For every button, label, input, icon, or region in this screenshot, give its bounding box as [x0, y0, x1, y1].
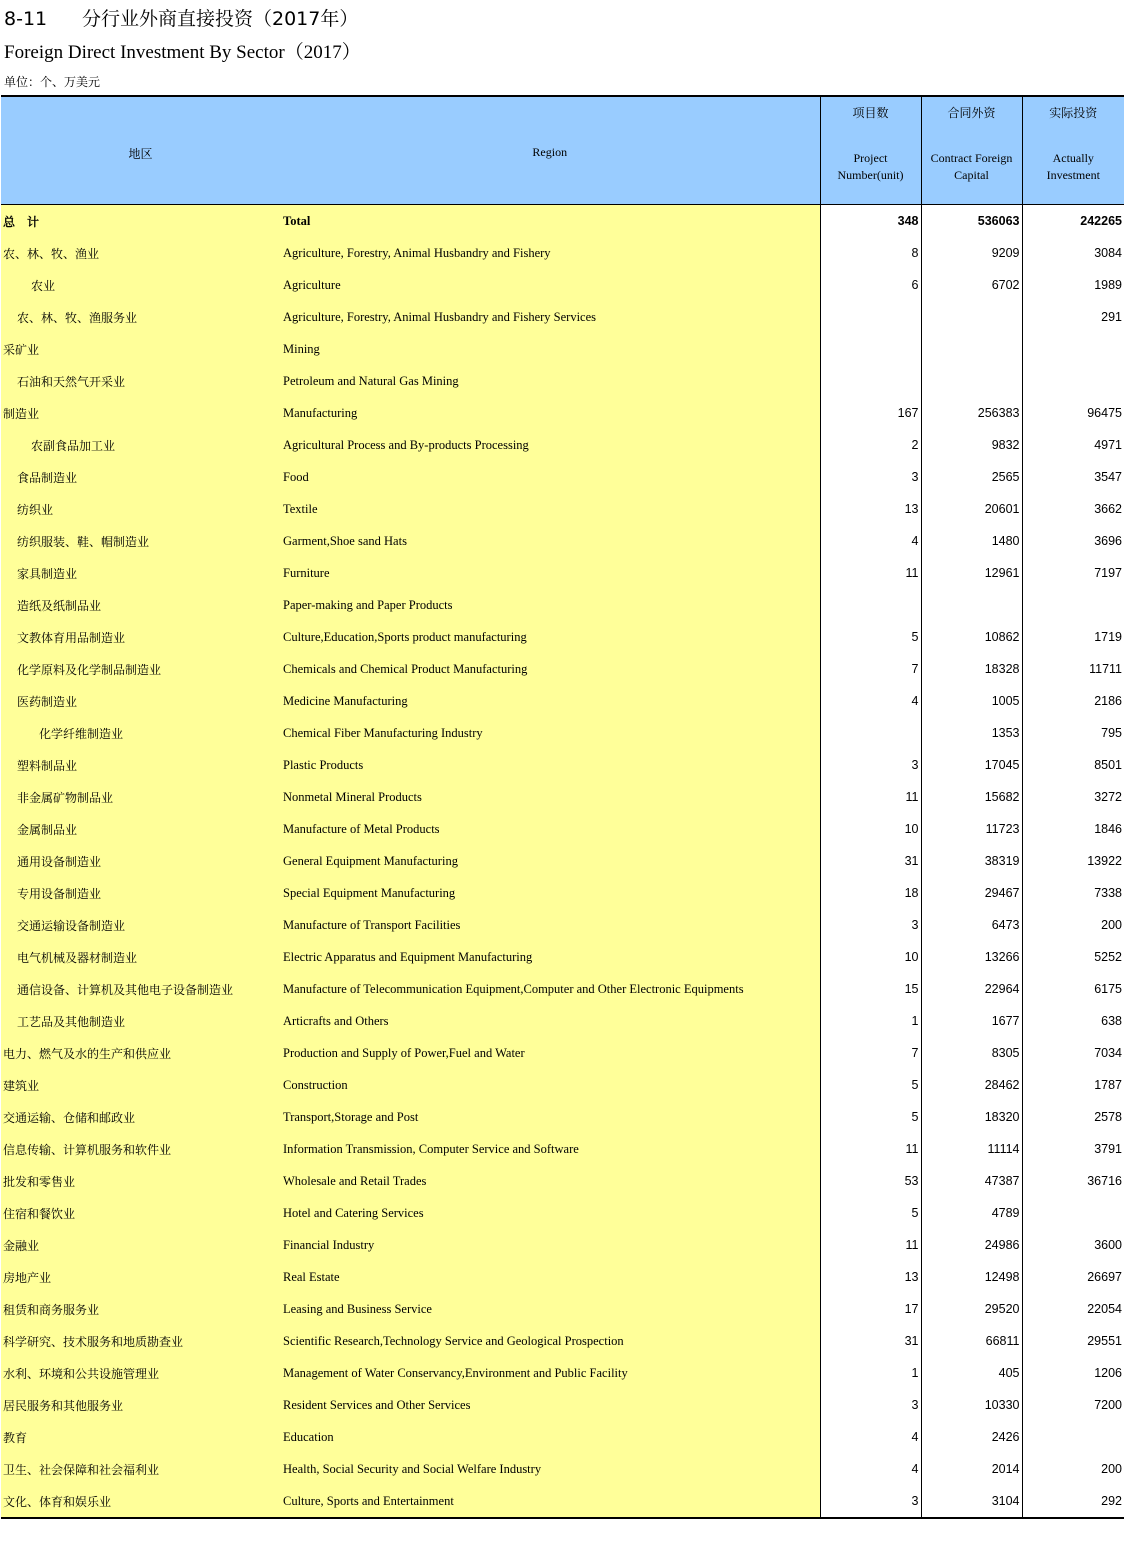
contract-capital: 29467 [921, 877, 1022, 909]
actual-investment: 2186 [1022, 685, 1124, 717]
actual-investment: 22054 [1022, 1293, 1124, 1325]
sector-name-en: Production and Supply of Power,Fuel and Water [280, 1037, 820, 1069]
project-count: 5 [820, 1101, 921, 1133]
sector-name-en: Chemicals and Chemical Product Manufacturing [280, 653, 820, 685]
actual-investment: 3547 [1022, 461, 1124, 493]
table-row [1, 1133, 1124, 1165]
table-row [1, 781, 1124, 813]
contract-capital [921, 301, 1022, 333]
contract-capital: 12961 [921, 557, 1022, 589]
project-count: 5 [820, 1197, 921, 1229]
actual-investment [1022, 333, 1124, 365]
actual-investment: 8501 [1022, 749, 1124, 781]
table-row [1, 589, 1124, 621]
contract-capital: 28462 [921, 1069, 1022, 1101]
actual-investment: 7338 [1022, 877, 1124, 909]
actual-investment: 5252 [1022, 941, 1124, 973]
sector-name-cn: 总 计 [1, 205, 280, 238]
contract-capital: 20601 [921, 493, 1022, 525]
sector-name-en: Culture, Sports and Entertainment [280, 1485, 820, 1518]
contract-capital: 1353 [921, 717, 1022, 749]
project-count: 4 [820, 685, 921, 717]
actual-investment: 4971 [1022, 429, 1124, 461]
contract-capital: 22964 [921, 973, 1022, 1005]
sector-name-en: Electric Apparatus and Equipment Manufacturing [280, 941, 820, 973]
project-count: 10 [820, 941, 921, 973]
sector-name-en: Real Estate [280, 1261, 820, 1293]
table-row [1, 461, 1124, 493]
table-row [1, 1069, 1124, 1101]
sector-name-en: Manufacture of Transport Facilities [280, 909, 820, 941]
contract-capital: 11114 [921, 1133, 1022, 1165]
sector-name-en: Total [280, 205, 820, 238]
table-row [1, 1389, 1124, 1421]
contract-capital: 405 [921, 1357, 1022, 1389]
table-row [1, 429, 1124, 461]
contract-capital: 18328 [921, 653, 1022, 685]
project-count [820, 333, 921, 365]
table-row [1, 813, 1124, 845]
contract-capital: 11723 [921, 813, 1022, 845]
table-row [1, 1197, 1124, 1229]
sector-name-en: Hotel and Catering Services [280, 1197, 820, 1229]
sector-name-en: Nonmetal Mineral Products [280, 781, 820, 813]
sector-name-en: Articrafts and Others [280, 1005, 820, 1037]
table-row [1, 1101, 1124, 1133]
contract-capital [921, 589, 1022, 621]
project-count: 1 [820, 1005, 921, 1037]
table-row [1, 397, 1124, 429]
sector-name-cn: 农业 [1, 269, 280, 301]
actual-investment: 3662 [1022, 493, 1124, 525]
actual-investment: 29551 [1022, 1325, 1124, 1357]
sector-name-cn: 食品制造业 [1, 461, 280, 493]
contract-capital: 4789 [921, 1197, 1022, 1229]
project-count: 31 [820, 1325, 921, 1357]
sector-name-cn: 农、林、牧、渔业 [1, 237, 280, 269]
table-row [1, 269, 1124, 301]
table-row [1, 493, 1124, 525]
actual-investment: 242265 [1022, 205, 1124, 238]
contract-capital: 47387 [921, 1165, 1022, 1197]
sector-name-en: Manufacture of Metal Products [280, 813, 820, 845]
header-contract-capital: 合同外资 Contract Foreign Capital [921, 96, 1022, 205]
project-count: 3 [820, 1389, 921, 1421]
sector-name-cn: 卫生、社会保障和社会福利业 [1, 1453, 280, 1485]
actual-investment: 3084 [1022, 237, 1124, 269]
sector-name-cn: 信息传输、计算机服务和软件业 [1, 1133, 280, 1165]
header-row [1, 96, 1124, 205]
actual-investment: 3696 [1022, 525, 1124, 557]
project-count: 167 [820, 397, 921, 429]
project-count: 18 [820, 877, 921, 909]
actual-investment [1022, 589, 1124, 621]
contract-capital: 10862 [921, 621, 1022, 653]
sector-name-en: Special Equipment Manufacturing [280, 877, 820, 909]
project-count: 3 [820, 749, 921, 781]
actual-investment: 292 [1022, 1485, 1124, 1518]
contract-capital: 2565 [921, 461, 1022, 493]
project-count: 11 [820, 781, 921, 813]
sector-name-cn: 水利、环境和公共设施管理业 [1, 1357, 280, 1389]
sector-name-cn: 电力、燃气及水的生产和供应业 [1, 1037, 280, 1069]
sector-name-en: Food [280, 461, 820, 493]
sector-name-cn: 化学纤维制造业 [1, 717, 280, 749]
sector-name-en: Information Transmission, Computer Service and Software [280, 1133, 820, 1165]
sector-name-en: Transport,Storage and Post [280, 1101, 820, 1133]
actual-investment: 1719 [1022, 621, 1124, 653]
actual-investment: 3272 [1022, 781, 1124, 813]
table-row [1, 1357, 1124, 1389]
sector-name-en: Wholesale and Retail Trades [280, 1165, 820, 1197]
project-count: 4 [820, 1453, 921, 1485]
sector-name-en: Management of Water Conservancy,Environment and Public Facility [280, 1357, 820, 1389]
sector-name-cn: 交通运输、仓储和邮政业 [1, 1101, 280, 1133]
sector-name-cn: 教育 [1, 1421, 280, 1453]
contract-capital: 6473 [921, 909, 1022, 941]
actual-investment: 1206 [1022, 1357, 1124, 1389]
actual-investment: 291 [1022, 301, 1124, 333]
sector-name-cn: 采矿业 [1, 333, 280, 365]
table-row [1, 845, 1124, 877]
actual-investment [1022, 365, 1124, 397]
sector-name-en: Plastic Products [280, 749, 820, 781]
sector-name-cn: 建筑业 [1, 1069, 280, 1101]
contract-capital: 1677 [921, 1005, 1022, 1037]
table-row [1, 717, 1124, 749]
actual-investment: 7197 [1022, 557, 1124, 589]
contract-capital: 256383 [921, 397, 1022, 429]
sector-name-en: Agriculture, Forestry, Animal Husbandry and Fishery [280, 237, 820, 269]
sector-name-en: Financial Industry [280, 1229, 820, 1261]
sector-name-cn: 非金属矿物制品业 [1, 781, 280, 813]
table-number: 8-11 [4, 8, 48, 30]
table-row [1, 1293, 1124, 1325]
sector-name-en: Petroleum and Natural Gas Mining [280, 365, 820, 397]
project-count: 348 [820, 205, 921, 238]
actual-investment: 1787 [1022, 1069, 1124, 1101]
title-cn: 分行业外商直接投资（2017年） [82, 8, 359, 30]
actual-investment: 7200 [1022, 1389, 1124, 1421]
page-title [4, 4, 358, 31]
contract-capital: 18320 [921, 1101, 1022, 1133]
project-count: 1 [820, 1357, 921, 1389]
table-row [1, 365, 1124, 397]
project-count: 53 [820, 1165, 921, 1197]
sector-name-cn: 制造业 [1, 397, 280, 429]
header-actual-investment: 实际投资 Actually Investment [1022, 96, 1124, 205]
contract-capital: 6702 [921, 269, 1022, 301]
header-project-number: 项目数 Project Number(unit) [820, 96, 921, 205]
sector-name-cn: 文化、体育和娱乐业 [1, 1485, 280, 1518]
contract-capital: 13266 [921, 941, 1022, 973]
table-row [1, 1165, 1124, 1197]
table-row [1, 685, 1124, 717]
table-row [1, 973, 1124, 1005]
project-count [820, 301, 921, 333]
actual-investment: 7034 [1022, 1037, 1124, 1069]
table-row [1, 909, 1124, 941]
table-row [1, 1005, 1124, 1037]
project-count: 13 [820, 1261, 921, 1293]
actual-investment: 26697 [1022, 1261, 1124, 1293]
table-row [1, 749, 1124, 781]
sector-name-en: Manufacture of Telecommunication Equipment,Computer and Other Electronic Equipments [280, 973, 820, 1005]
sector-name-cn: 文教体育用品制造业 [1, 621, 280, 653]
contract-capital: 9832 [921, 429, 1022, 461]
contract-capital: 15682 [921, 781, 1022, 813]
sector-name-cn: 电气机械及器材制造业 [1, 941, 280, 973]
table-row [1, 525, 1124, 557]
contract-capital: 12498 [921, 1261, 1022, 1293]
actual-investment: 6175 [1022, 973, 1124, 1005]
contract-capital [921, 365, 1022, 397]
project-count: 7 [820, 1037, 921, 1069]
contract-capital: 29520 [921, 1293, 1022, 1325]
contract-capital: 1480 [921, 525, 1022, 557]
project-count [820, 365, 921, 397]
sector-name-cn: 金融业 [1, 1229, 280, 1261]
table-row [1, 333, 1124, 365]
sector-name-en: Agricultural Process and By-products Processing [280, 429, 820, 461]
contract-capital: 24986 [921, 1229, 1022, 1261]
sector-name-en: Garment,Shoe sand Hats [280, 525, 820, 557]
sector-name-cn: 房地产业 [1, 1261, 280, 1293]
contract-capital: 3104 [921, 1485, 1022, 1518]
project-count: 8 [820, 237, 921, 269]
sector-name-en: Agriculture [280, 269, 820, 301]
sector-name-en: Manufacturing [280, 397, 820, 429]
table-row [1, 1229, 1124, 1261]
sector-name-cn: 医药制造业 [1, 685, 280, 717]
sector-name-en: Agriculture, Forestry, Animal Husbandry and Fishery Services [280, 301, 820, 333]
actual-investment: 200 [1022, 909, 1124, 941]
table-row [1, 1453, 1124, 1485]
contract-capital: 66811 [921, 1325, 1022, 1357]
sector-name-cn: 科学研究、技术服务和地质勘查业 [1, 1325, 280, 1357]
contract-capital [921, 333, 1022, 365]
project-count: 13 [820, 493, 921, 525]
contract-capital: 1005 [921, 685, 1022, 717]
sector-name-cn: 批发和零售业 [1, 1165, 280, 1197]
sector-name-cn: 租赁和商务服务业 [1, 1293, 280, 1325]
sector-name-en: Furniture [280, 557, 820, 589]
actual-investment: 96475 [1022, 397, 1124, 429]
project-count: 5 [820, 621, 921, 653]
sector-name-cn: 造纸及纸制品业 [1, 589, 280, 621]
project-count: 11 [820, 1133, 921, 1165]
sector-name-en: Medicine Manufacturing [280, 685, 820, 717]
sector-name-cn: 石油和天然气开采业 [1, 365, 280, 397]
sector-name-en: Construction [280, 1069, 820, 1101]
contract-capital: 536063 [921, 205, 1022, 238]
table-row [1, 877, 1124, 909]
sector-name-en: Resident Services and Other Services [280, 1389, 820, 1421]
table-row [1, 1485, 1124, 1518]
contract-capital: 8305 [921, 1037, 1022, 1069]
project-count: 17 [820, 1293, 921, 1325]
table-row [1, 941, 1124, 973]
contract-capital: 2426 [921, 1421, 1022, 1453]
sector-name-cn: 纺织业 [1, 493, 280, 525]
project-count: 3 [820, 909, 921, 941]
project-count: 4 [820, 525, 921, 557]
contract-capital: 9209 [921, 237, 1022, 269]
project-count: 3 [820, 1485, 921, 1518]
table-row [1, 653, 1124, 685]
actual-investment: 11711 [1022, 653, 1124, 685]
sector-name-en: Textile [280, 493, 820, 525]
sector-name-cn: 专用设备制造业 [1, 877, 280, 909]
contract-capital: 17045 [921, 749, 1022, 781]
project-count: 5 [820, 1069, 921, 1101]
actual-investment: 3791 [1022, 1133, 1124, 1165]
sector-name-en: Education [280, 1421, 820, 1453]
sector-name-en: Leasing and Business Service [280, 1293, 820, 1325]
actual-investment: 200 [1022, 1453, 1124, 1485]
project-count: 10 [820, 813, 921, 845]
title-en: Foreign Direct Investment By Sector（2017） [4, 42, 361, 63]
sector-name-en: Paper-making and Paper Products [280, 589, 820, 621]
project-count: 7 [820, 653, 921, 685]
table-row [1, 1261, 1124, 1293]
actual-investment: 13922 [1022, 845, 1124, 877]
table-row [1, 1421, 1124, 1453]
sector-name-cn: 住宿和餐饮业 [1, 1197, 280, 1229]
contract-capital: 38319 [921, 845, 1022, 877]
sector-name-cn: 居民服务和其他服务业 [1, 1389, 280, 1421]
project-count: 15 [820, 973, 921, 1005]
sector-name-cn: 工艺品及其他制造业 [1, 1005, 280, 1037]
project-count: 4 [820, 1421, 921, 1453]
sector-name-cn: 通用设备制造业 [1, 845, 280, 877]
sector-name-cn: 纺织服装、鞋、帽制造业 [1, 525, 280, 557]
header-region-cn: 地区 [1, 96, 280, 205]
total-row [1, 205, 1124, 238]
sector-name-cn: 金属制品业 [1, 813, 280, 845]
sector-name-en: General Equipment Manufacturing [280, 845, 820, 877]
sector-name-cn: 通信设备、计算机及其他电子设备制造业 [1, 973, 280, 1005]
table-row [1, 557, 1124, 589]
actual-investment: 2578 [1022, 1101, 1124, 1133]
contract-capital: 10330 [921, 1389, 1022, 1421]
actual-investment: 36716 [1022, 1165, 1124, 1197]
actual-investment: 1846 [1022, 813, 1124, 845]
actual-investment: 3600 [1022, 1229, 1124, 1261]
sector-name-cn: 化学原料及化学制品制造业 [1, 653, 280, 685]
sector-name-cn: 农副食品加工业 [1, 429, 280, 461]
project-count: 31 [820, 845, 921, 877]
sector-name-cn: 家具制造业 [1, 557, 280, 589]
unit-label: 单位：个、万美元 [4, 75, 101, 89]
sector-name-en: Culture,Education,Sports product manufacturing [280, 621, 820, 653]
sector-name-en: Mining [280, 333, 820, 365]
sector-name-cn: 塑料制品业 [1, 749, 280, 781]
sector-name-en: Chemical Fiber Manufacturing Industry [280, 717, 820, 749]
sector-name-cn: 交通运输设备制造业 [1, 909, 280, 941]
project-count [820, 717, 921, 749]
project-count: 2 [820, 429, 921, 461]
sector-name-en: Scientific Research,Technology Service and Geological Prospection [280, 1325, 820, 1357]
actual-investment [1022, 1197, 1124, 1229]
project-count: 6 [820, 269, 921, 301]
fdi-table [1, 95, 1124, 1519]
sector-name-en: Health, Social Security and Social Welfare Industry [280, 1453, 820, 1485]
actual-investment: 795 [1022, 717, 1124, 749]
table-row [1, 301, 1124, 333]
header-region-en: Region [280, 96, 820, 205]
table-row [1, 1325, 1124, 1357]
table-row [1, 621, 1124, 653]
project-count: 11 [820, 557, 921, 589]
actual-investment [1022, 1421, 1124, 1453]
contract-capital: 2014 [921, 1453, 1022, 1485]
project-count: 11 [820, 1229, 921, 1261]
actual-investment: 638 [1022, 1005, 1124, 1037]
project-count: 3 [820, 461, 921, 493]
table-row [1, 237, 1124, 269]
table-row [1, 1037, 1124, 1069]
project-count [820, 589, 921, 621]
actual-investment: 1989 [1022, 269, 1124, 301]
sector-name-cn: 农、林、牧、渔服务业 [1, 301, 280, 333]
